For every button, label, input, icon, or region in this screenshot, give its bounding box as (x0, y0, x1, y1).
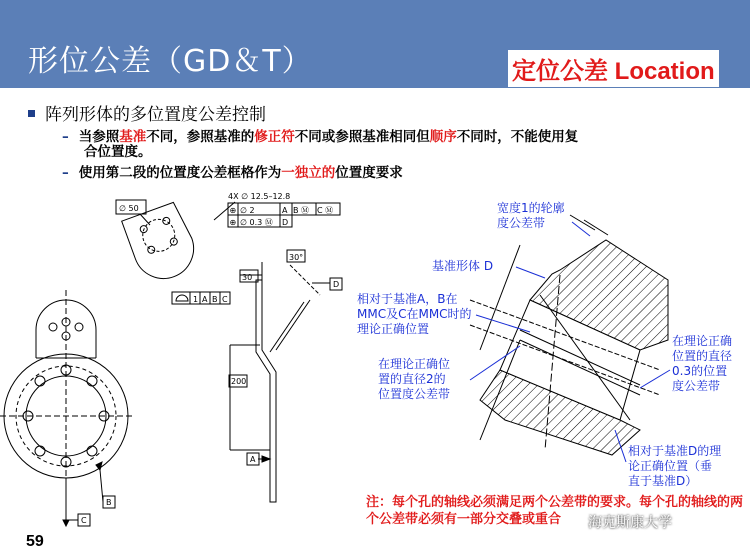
sub1-text-2: 不同，参照基准的 (146, 129, 255, 145)
anno-d03-3: 0.3的位置 (672, 364, 728, 378)
anno-rd-3: 直于基准D） (628, 474, 698, 488)
position-icon: ⊕ (229, 218, 237, 227)
anno-rd-1: 相对于基准D的理 (628, 444, 722, 458)
main-bullet-text: 阵列形体的多位置度公差控制 (45, 105, 266, 125)
sub1-text: 当参照 (78, 129, 120, 145)
slide-subtitle: 定位公差 Location (508, 50, 719, 87)
watermark: 海克斯康大学 (588, 515, 672, 531)
anno-d2-3: 位置度公差带 (378, 387, 451, 401)
part-side-view (240, 262, 320, 502)
profile-tol: 1 (193, 295, 199, 304)
sub1-line2: 合位置度。 (84, 144, 152, 160)
page-number: 59 (26, 533, 44, 550)
frame1-datum-b: B Ⓜ (293, 206, 310, 215)
anno-datum-d: 基准形体 D (432, 259, 494, 273)
anno-abc-1: 相对于基准A，B在 (357, 292, 458, 306)
sub1-red-3: 顺序 (429, 129, 457, 145)
frame1-tolerance: ∅ 2 (240, 206, 255, 215)
datum-a-label: A (250, 455, 256, 464)
bolt-circle-label: ∅ 50 (119, 204, 139, 213)
anno-abc-2: MMC及C在MMC时的 (357, 307, 472, 321)
sub1-text-4: 不同时，不能使用复 (456, 129, 579, 145)
anno-d03-4: 度公差带 (672, 379, 721, 393)
dim-200: 200 (231, 377, 247, 386)
anno-abc-3: 理论正确位置 (357, 322, 430, 336)
sub-bullet-1 (62, 130, 722, 160)
profile-datum-c: C (222, 295, 228, 304)
enlarged-section (470, 215, 668, 455)
datum-d-label: D (333, 280, 340, 289)
sub2-red: 一独立的 (281, 165, 336, 181)
datum-c-label: C (81, 516, 87, 525)
bullet-square-icon (28, 110, 35, 117)
anno-d2-2: 置的直径2的 (378, 372, 446, 386)
sub1-red-2: 修正符 (254, 129, 295, 145)
pattern-spec-label: 4X ∅ 12.5–12.8 (228, 192, 291, 201)
sub2-text: 使用第二段的位置度公差框格作为 (78, 165, 282, 181)
dim-30: 30 (242, 273, 253, 282)
frame2-datum: D (282, 218, 289, 227)
dash-icon: – (62, 129, 69, 145)
sub-bullet-2 (62, 166, 722, 181)
dim-angle: 30° (289, 253, 304, 262)
datum-b-label: B (106, 498, 112, 507)
frame2-tolerance: ∅ 0.3 Ⓜ (240, 218, 273, 227)
anno-rd-2: 论正确位置（垂 (628, 459, 713, 473)
anno-d03-1: 在理论正确 (672, 334, 733, 348)
profile-datum-a: A (202, 295, 208, 304)
anno-d03-2: 位置的直径 (672, 349, 733, 363)
anno-width-2: 度公差带 (497, 216, 546, 230)
frame1-datum-a: A (282, 206, 288, 215)
drawing-labels (81, 192, 339, 525)
main-bullet (28, 100, 266, 125)
anno-d2-1: 在理论正确位 (378, 357, 451, 371)
dash-icon: – (62, 165, 69, 181)
sub1-text-3: 不同或参照基准相同但 (294, 129, 430, 145)
sub2-text-2: 位置度要求 (335, 165, 403, 181)
frame1-datum-c: C Ⓜ (317, 206, 334, 215)
red-note: 注：每个孔的轴线必须满足两个公差带的要求。每个孔的轴线的两个公差带必须有一部分交叠或重合 (366, 495, 744, 527)
sub1-red-1: 基准 (119, 129, 147, 145)
position-icon: ⊕ (229, 206, 237, 215)
profile-datum-b: B (212, 295, 218, 304)
slide-title: 形位公差（GD＆T） (28, 44, 313, 79)
part-plan-view (0, 290, 135, 490)
anno-width-1: 宽度1的轮廓 (497, 201, 565, 215)
